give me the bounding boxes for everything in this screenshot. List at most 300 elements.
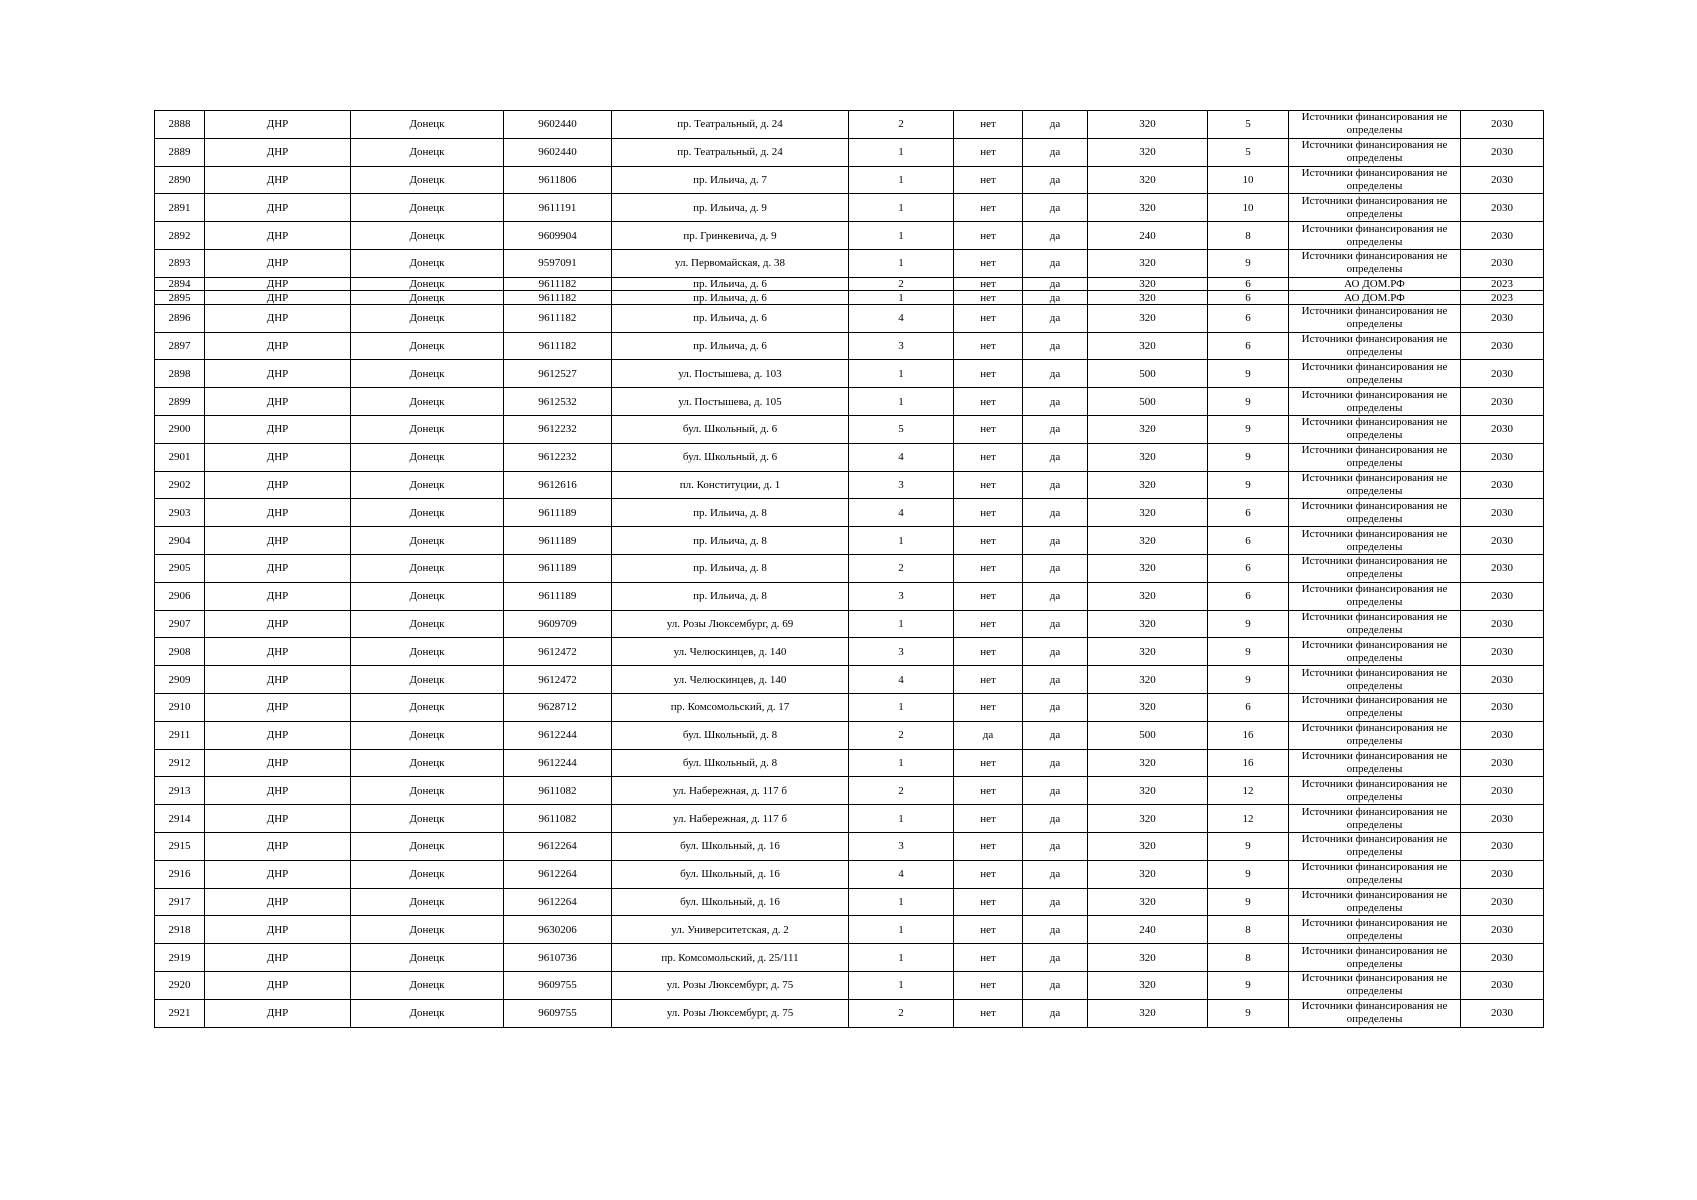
capacity-cell: 240	[1088, 916, 1208, 944]
capacity-cell: 320	[1088, 777, 1208, 805]
elevator-count-cell: 1	[849, 138, 954, 166]
city-cell: Донецк	[351, 832, 504, 860]
elevator-count-cell: 1	[849, 971, 954, 999]
year-cell: 2030	[1461, 194, 1544, 222]
capacity-cell: 320	[1088, 999, 1208, 1027]
region-cell: ДНР	[205, 554, 351, 582]
region-cell: ДНР	[205, 582, 351, 610]
capacity-cell: 320	[1088, 277, 1208, 291]
table-row	[155, 222, 1544, 250]
address-cell: пр. Ильича, д. 6	[612, 304, 849, 332]
capacity-cell: 320	[1088, 554, 1208, 582]
capacity-cell: 320	[1088, 666, 1208, 694]
year-cell: 2030	[1461, 832, 1544, 860]
flag-b-cell: да	[1023, 610, 1088, 638]
flag-a-cell: нет	[954, 832, 1023, 860]
house-id-cell: 9611189	[504, 527, 612, 555]
house-id-cell: 9628712	[504, 693, 612, 721]
house-id-cell: 9612527	[504, 360, 612, 388]
row-number-cell: 2913	[155, 777, 205, 805]
funding-source-cell: АО ДОМ.РФ	[1289, 277, 1461, 291]
year-cell: 2030	[1461, 111, 1544, 139]
year-cell: 2030	[1461, 860, 1544, 888]
row-number-cell: 2914	[155, 805, 205, 833]
row-number-cell: 2895	[155, 291, 205, 305]
flag-a-cell: нет	[954, 304, 1023, 332]
funding-source-cell: Источники финансирования не определены	[1289, 304, 1461, 332]
flag-b-cell: да	[1023, 277, 1088, 291]
year-cell: 2030	[1461, 971, 1544, 999]
flag-b-cell: да	[1023, 111, 1088, 139]
region-cell: ДНР	[205, 916, 351, 944]
funding-source-cell: Источники финансирования не определены	[1289, 638, 1461, 666]
address-cell: пр. Ильича, д. 8	[612, 527, 849, 555]
address-cell: бул. Школьный, д. 6	[612, 415, 849, 443]
city-cell: Донецк	[351, 527, 504, 555]
table-row	[155, 291, 1544, 305]
row-number-cell: 2893	[155, 249, 205, 277]
capacity-cell: 320	[1088, 499, 1208, 527]
year-cell: 2030	[1461, 554, 1544, 582]
floors-cell: 9	[1208, 415, 1289, 443]
capacity-cell: 500	[1088, 721, 1208, 749]
funding-source-cell: Источники финансирования не определены	[1289, 415, 1461, 443]
row-number-cell: 2905	[155, 554, 205, 582]
address-cell: ул. Розы Люксембург, д. 75	[612, 971, 849, 999]
elevator-count-cell: 1	[849, 916, 954, 944]
flag-a-cell: нет	[954, 916, 1023, 944]
house-id-cell: 9611806	[504, 166, 612, 194]
flag-b-cell: да	[1023, 777, 1088, 805]
region-cell: ДНР	[205, 222, 351, 250]
elevator-count-cell: 1	[849, 527, 954, 555]
elevator-count-cell: 1	[849, 944, 954, 972]
address-cell: бул. Школьный, д. 8	[612, 721, 849, 749]
table-row	[155, 638, 1544, 666]
region-cell: ДНР	[205, 277, 351, 291]
city-cell: Донецк	[351, 166, 504, 194]
region-cell: ДНР	[205, 332, 351, 360]
region-cell: ДНР	[205, 944, 351, 972]
floors-cell: 8	[1208, 222, 1289, 250]
funding-source-cell: Источники финансирования не определены	[1289, 443, 1461, 471]
capacity-cell: 320	[1088, 138, 1208, 166]
floors-cell: 8	[1208, 916, 1289, 944]
house-id-cell: 9597091	[504, 249, 612, 277]
document-table	[154, 110, 1544, 1028]
row-number-cell: 2901	[155, 443, 205, 471]
region-cell: ДНР	[205, 721, 351, 749]
flag-a-cell: нет	[954, 166, 1023, 194]
address-cell: пр. Ильича, д. 7	[612, 166, 849, 194]
funding-source-cell: Источники финансирования не определены	[1289, 249, 1461, 277]
address-cell: пр. Ильича, д. 9	[612, 194, 849, 222]
elevator-count-cell: 1	[849, 222, 954, 250]
year-cell: 2030	[1461, 360, 1544, 388]
flag-a-cell: нет	[954, 138, 1023, 166]
table-row	[155, 415, 1544, 443]
year-cell: 2023	[1461, 291, 1544, 305]
elevator-count-cell: 1	[849, 291, 954, 305]
elevator-count-cell: 1	[849, 805, 954, 833]
flag-a-cell: нет	[954, 222, 1023, 250]
table-row	[155, 388, 1544, 416]
elevator-count-cell: 5	[849, 415, 954, 443]
region-cell: ДНР	[205, 527, 351, 555]
floors-cell: 9	[1208, 999, 1289, 1027]
table-row	[155, 166, 1544, 194]
capacity-cell: 320	[1088, 471, 1208, 499]
flag-b-cell: да	[1023, 666, 1088, 694]
house-id-cell: 9630206	[504, 916, 612, 944]
house-id-cell: 9611182	[504, 332, 612, 360]
flag-b-cell: да	[1023, 749, 1088, 777]
capacity-cell: 500	[1088, 360, 1208, 388]
flag-a-cell: нет	[954, 249, 1023, 277]
city-cell: Донецк	[351, 999, 504, 1027]
city-cell: Донецк	[351, 916, 504, 944]
flag-a-cell: нет	[954, 332, 1023, 360]
funding-source-cell: Источники финансирования не определены	[1289, 860, 1461, 888]
house-id-cell: 9602440	[504, 138, 612, 166]
elevator-count-cell: 3	[849, 638, 954, 666]
capacity-cell: 240	[1088, 222, 1208, 250]
capacity-cell: 320	[1088, 693, 1208, 721]
flag-b-cell: да	[1023, 944, 1088, 972]
house-id-cell: 9611082	[504, 805, 612, 833]
region-cell: ДНР	[205, 805, 351, 833]
floors-cell: 5	[1208, 111, 1289, 139]
row-number-cell: 2908	[155, 638, 205, 666]
city-cell: Донецк	[351, 415, 504, 443]
year-cell: 2030	[1461, 415, 1544, 443]
city-cell: Донецк	[351, 499, 504, 527]
flag-a-cell: нет	[954, 860, 1023, 888]
region-cell: ДНР	[205, 111, 351, 139]
flag-b-cell: да	[1023, 721, 1088, 749]
elevator-count-cell: 1	[849, 249, 954, 277]
capacity-cell: 320	[1088, 860, 1208, 888]
table-row	[155, 277, 1544, 291]
flag-b-cell: да	[1023, 471, 1088, 499]
funding-source-cell: Источники финансирования не определены	[1289, 471, 1461, 499]
flag-a-cell: нет	[954, 888, 1023, 916]
capacity-cell: 320	[1088, 527, 1208, 555]
elevator-count-cell: 1	[849, 360, 954, 388]
address-cell: пр. Театральный, д. 24	[612, 138, 849, 166]
flag-b-cell: да	[1023, 388, 1088, 416]
address-cell: бул. Школьный, д. 8	[612, 749, 849, 777]
funding-source-cell: Источники финансирования не определены	[1289, 527, 1461, 555]
row-number-cell: 2896	[155, 304, 205, 332]
year-cell: 2030	[1461, 749, 1544, 777]
capacity-cell: 320	[1088, 944, 1208, 972]
address-cell: бул. Школьный, д. 16	[612, 832, 849, 860]
floors-cell: 9	[1208, 443, 1289, 471]
row-number-cell: 2889	[155, 138, 205, 166]
floors-cell: 6	[1208, 527, 1289, 555]
flag-a-cell: нет	[954, 360, 1023, 388]
capacity-cell: 320	[1088, 111, 1208, 139]
funding-source-cell: Источники финансирования не определены	[1289, 194, 1461, 222]
row-number-cell: 2918	[155, 916, 205, 944]
city-cell: Донецк	[351, 721, 504, 749]
address-cell: пл. Конституции, д. 1	[612, 471, 849, 499]
year-cell: 2030	[1461, 166, 1544, 194]
year-cell: 2030	[1461, 666, 1544, 694]
address-cell: ул. Набережная, д. 117 б	[612, 777, 849, 805]
elevator-count-cell: 4	[849, 666, 954, 694]
row-number-cell: 2907	[155, 610, 205, 638]
region-cell: ДНР	[205, 471, 351, 499]
capacity-cell: 320	[1088, 888, 1208, 916]
funding-source-cell: Источники финансирования не определены	[1289, 222, 1461, 250]
address-cell: пр. Ильича, д. 8	[612, 499, 849, 527]
address-cell: пр. Ильича, д. 6	[612, 291, 849, 305]
region-cell: ДНР	[205, 249, 351, 277]
year-cell: 2030	[1461, 304, 1544, 332]
year-cell: 2030	[1461, 527, 1544, 555]
elevator-count-cell: 1	[849, 693, 954, 721]
capacity-cell: 320	[1088, 332, 1208, 360]
flag-a-cell: нет	[954, 944, 1023, 972]
year-cell: 2030	[1461, 805, 1544, 833]
house-id-cell: 9611189	[504, 499, 612, 527]
house-id-cell: 9611189	[504, 554, 612, 582]
funding-source-cell: Источники финансирования не определены	[1289, 610, 1461, 638]
city-cell: Донецк	[351, 971, 504, 999]
flag-b-cell: да	[1023, 443, 1088, 471]
row-number-cell: 2891	[155, 194, 205, 222]
elevator-count-cell: 2	[849, 721, 954, 749]
city-cell: Донецк	[351, 805, 504, 833]
house-id-cell: 9609755	[504, 999, 612, 1027]
capacity-cell: 320	[1088, 832, 1208, 860]
year-cell: 2030	[1461, 610, 1544, 638]
row-number-cell: 2909	[155, 666, 205, 694]
flag-b-cell: да	[1023, 916, 1088, 944]
row-number-cell: 2915	[155, 832, 205, 860]
address-cell: ул. Розы Люксембург, д. 69	[612, 610, 849, 638]
flag-a-cell: нет	[954, 610, 1023, 638]
flag-a-cell: нет	[954, 471, 1023, 499]
capacity-cell: 320	[1088, 582, 1208, 610]
address-cell: бул. Школьный, д. 6	[612, 443, 849, 471]
house-id-cell: 9612264	[504, 888, 612, 916]
floors-cell: 8	[1208, 944, 1289, 972]
elevator-count-cell: 1	[849, 194, 954, 222]
funding-source-cell: Источники финансирования не определены	[1289, 360, 1461, 388]
floors-cell: 5	[1208, 138, 1289, 166]
year-cell: 2030	[1461, 388, 1544, 416]
house-id-cell: 9612232	[504, 443, 612, 471]
row-number-cell: 2911	[155, 721, 205, 749]
year-cell: 2030	[1461, 638, 1544, 666]
year-cell: 2030	[1461, 471, 1544, 499]
flag-a-cell: нет	[954, 554, 1023, 582]
flag-a-cell: нет	[954, 749, 1023, 777]
elevator-count-cell: 4	[849, 499, 954, 527]
house-id-cell: 9611189	[504, 582, 612, 610]
elevator-count-cell: 4	[849, 443, 954, 471]
row-number-cell: 2900	[155, 415, 205, 443]
floors-cell: 9	[1208, 888, 1289, 916]
region-cell: ДНР	[205, 860, 351, 888]
funding-source-cell: Источники финансирования не определены	[1289, 111, 1461, 139]
flag-b-cell: да	[1023, 415, 1088, 443]
flag-a-cell: нет	[954, 777, 1023, 805]
city-cell: Донецк	[351, 749, 504, 777]
flag-b-cell: да	[1023, 860, 1088, 888]
flag-a-cell: нет	[954, 291, 1023, 305]
floors-cell: 10	[1208, 194, 1289, 222]
elevator-count-cell: 2	[849, 277, 954, 291]
address-cell: ул. Постышева, д. 105	[612, 388, 849, 416]
region-cell: ДНР	[205, 888, 351, 916]
table-row	[155, 860, 1544, 888]
elevator-count-cell: 2	[849, 554, 954, 582]
floors-cell: 9	[1208, 388, 1289, 416]
table-row	[155, 805, 1544, 833]
address-cell: ул. Постышева, д. 103	[612, 360, 849, 388]
table-row	[155, 777, 1544, 805]
capacity-cell: 320	[1088, 166, 1208, 194]
row-number-cell: 2892	[155, 222, 205, 250]
address-cell: ул. Первомайская, д. 38	[612, 249, 849, 277]
city-cell: Донецк	[351, 443, 504, 471]
flag-a-cell: нет	[954, 388, 1023, 416]
funding-source-cell: Источники финансирования не определены	[1289, 999, 1461, 1027]
flag-a-cell: да	[954, 721, 1023, 749]
table-row	[155, 832, 1544, 860]
row-number-cell: 2902	[155, 471, 205, 499]
flag-a-cell: нет	[954, 971, 1023, 999]
floors-cell: 6	[1208, 582, 1289, 610]
address-cell: пр. Театральный, д. 24	[612, 111, 849, 139]
floors-cell: 6	[1208, 554, 1289, 582]
city-cell: Донецк	[351, 222, 504, 250]
flag-b-cell: да	[1023, 304, 1088, 332]
flag-b-cell: да	[1023, 360, 1088, 388]
city-cell: Донецк	[351, 638, 504, 666]
house-id-cell: 9612472	[504, 666, 612, 694]
elevator-count-cell: 3	[849, 582, 954, 610]
house-id-cell: 9611182	[504, 291, 612, 305]
row-number-cell: 2898	[155, 360, 205, 388]
region-cell: ДНР	[205, 166, 351, 194]
row-number-cell: 2906	[155, 582, 205, 610]
address-cell: ул. Челюскинцев, д. 140	[612, 666, 849, 694]
city-cell: Донецк	[351, 860, 504, 888]
address-cell: ул. Челюскинцев, д. 140	[612, 638, 849, 666]
city-cell: Донецк	[351, 304, 504, 332]
row-number-cell: 2921	[155, 999, 205, 1027]
city-cell: Донецк	[351, 194, 504, 222]
floors-cell: 9	[1208, 832, 1289, 860]
flag-b-cell: да	[1023, 499, 1088, 527]
elevator-count-cell: 1	[849, 610, 954, 638]
table-row	[155, 332, 1544, 360]
city-cell: Донецк	[351, 554, 504, 582]
house-id-cell: 9602440	[504, 111, 612, 139]
table-row	[155, 304, 1544, 332]
year-cell: 2030	[1461, 888, 1544, 916]
table-row	[155, 916, 1544, 944]
table-row	[155, 443, 1544, 471]
region-cell: ДНР	[205, 388, 351, 416]
year-cell: 2030	[1461, 777, 1544, 805]
capacity-cell: 320	[1088, 749, 1208, 777]
city-cell: Донецк	[351, 360, 504, 388]
flag-a-cell: нет	[954, 415, 1023, 443]
row-number-cell: 2888	[155, 111, 205, 139]
floors-cell: 12	[1208, 777, 1289, 805]
row-number-cell: 2920	[155, 971, 205, 999]
flag-a-cell: нет	[954, 638, 1023, 666]
row-number-cell: 2890	[155, 166, 205, 194]
capacity-cell: 320	[1088, 194, 1208, 222]
flag-b-cell: да	[1023, 332, 1088, 360]
region-cell: ДНР	[205, 999, 351, 1027]
year-cell: 2030	[1461, 138, 1544, 166]
flag-a-cell: нет	[954, 443, 1023, 471]
elevator-count-cell: 2	[849, 999, 954, 1027]
row-number-cell: 2917	[155, 888, 205, 916]
capacity-cell: 320	[1088, 610, 1208, 638]
year-cell: 2030	[1461, 582, 1544, 610]
flag-b-cell: да	[1023, 194, 1088, 222]
funding-source-cell: АО ДОМ.РФ	[1289, 291, 1461, 305]
floors-cell: 9	[1208, 610, 1289, 638]
house-id-cell: 9612616	[504, 471, 612, 499]
elevator-count-cell: 2	[849, 777, 954, 805]
table-row	[155, 971, 1544, 999]
city-cell: Донецк	[351, 332, 504, 360]
elevator-count-cell: 4	[849, 304, 954, 332]
funding-source-cell: Источники финансирования не определены	[1289, 749, 1461, 777]
elevator-count-cell: 4	[849, 860, 954, 888]
floors-cell: 6	[1208, 499, 1289, 527]
house-id-cell: 9612472	[504, 638, 612, 666]
flag-a-cell: нет	[954, 277, 1023, 291]
floors-cell: 9	[1208, 360, 1289, 388]
flag-a-cell: нет	[954, 111, 1023, 139]
flag-a-cell: нет	[954, 693, 1023, 721]
floors-cell: 6	[1208, 304, 1289, 332]
table-row	[155, 888, 1544, 916]
elevator-count-cell: 3	[849, 471, 954, 499]
year-cell: 2023	[1461, 277, 1544, 291]
row-number-cell: 2894	[155, 277, 205, 291]
funding-source-cell: Источники финансирования не определены	[1289, 499, 1461, 527]
table-row	[155, 138, 1544, 166]
year-cell: 2030	[1461, 443, 1544, 471]
region-cell: ДНР	[205, 304, 351, 332]
house-id-cell: 9612244	[504, 749, 612, 777]
region-cell: ДНР	[205, 610, 351, 638]
house-id-cell: 9609709	[504, 610, 612, 638]
funding-source-cell: Источники финансирования не определены	[1289, 554, 1461, 582]
address-cell: пр. Ильича, д. 6	[612, 332, 849, 360]
funding-source-cell: Источники финансирования не определены	[1289, 388, 1461, 416]
house-id-cell: 9612264	[504, 860, 612, 888]
address-cell: пр. Гринкевича, д. 9	[612, 222, 849, 250]
capacity-cell: 320	[1088, 971, 1208, 999]
flag-a-cell: нет	[954, 582, 1023, 610]
year-cell: 2030	[1461, 693, 1544, 721]
house-id-cell: 9611182	[504, 304, 612, 332]
row-number-cell: 2916	[155, 860, 205, 888]
